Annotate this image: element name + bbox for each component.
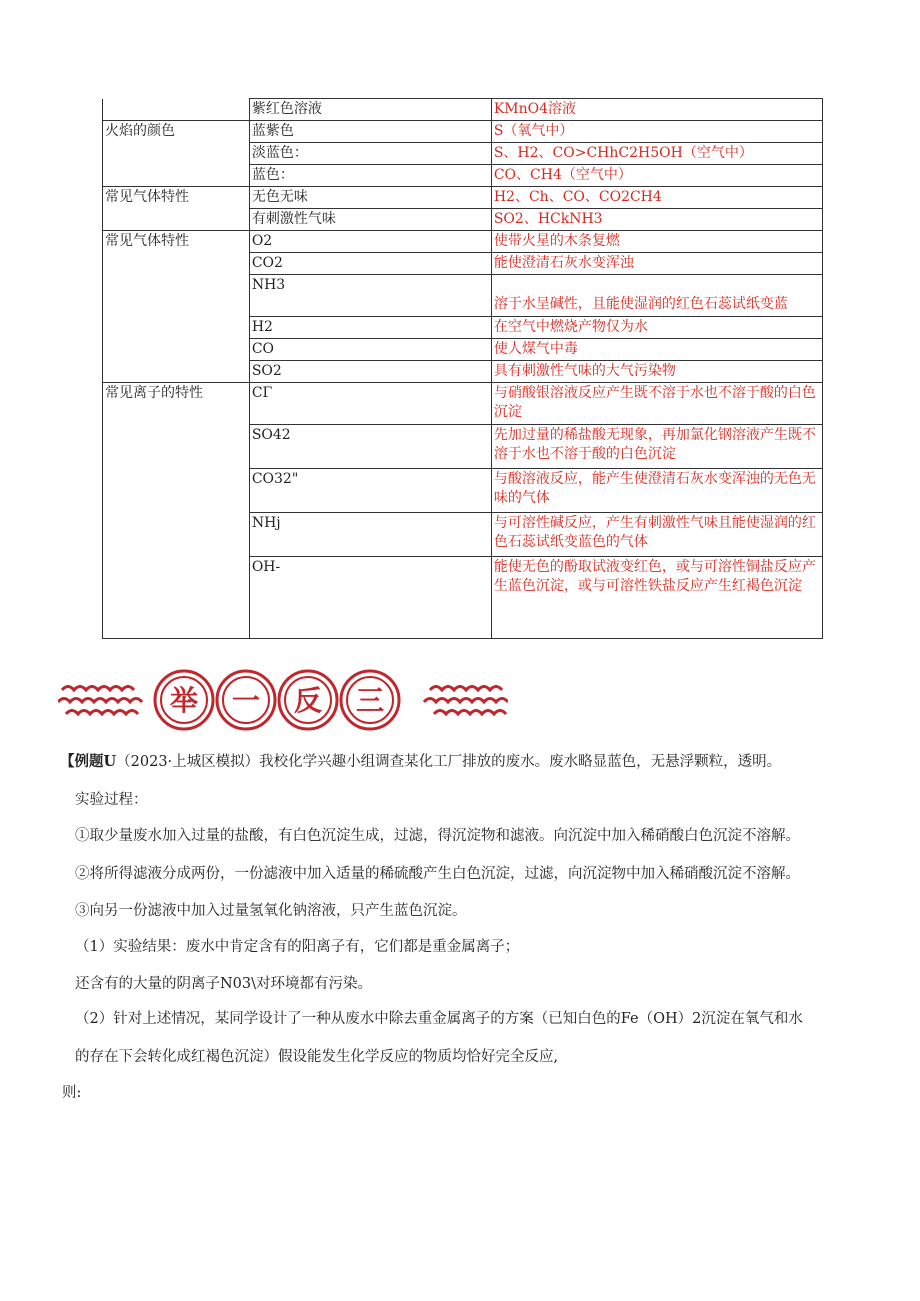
item-cell: CO <box>249 339 491 361</box>
table-row <box>103 317 823 339</box>
item-cell: H2 <box>249 317 491 339</box>
category-cell: 常见气体特性 <box>103 187 250 209</box>
wave-stroke <box>66 711 138 715</box>
property-cell: S、H2、CO>CHhC2H5OH（空气中） <box>491 143 822 165</box>
table-row <box>103 275 823 317</box>
table-row <box>103 231 823 253</box>
item-cell: 紫红色溶液 <box>249 99 491 121</box>
property-cell: S（氧气中） <box>491 121 822 143</box>
item-cell: 淡蓝色： <box>249 143 491 165</box>
property-cell: 溶于水呈碱性，且能使湿润的红色石蕊试纸变蓝 <box>491 275 822 317</box>
table-row <box>103 339 823 361</box>
category-cell <box>103 469 250 513</box>
property-cell: 使带火星的木条复燃 <box>491 231 822 253</box>
banner-char: 反 <box>293 684 323 717</box>
table-row <box>103 99 823 121</box>
wave-ornament-left <box>58 687 142 715</box>
table-row <box>103 253 823 275</box>
property-cell: 与酸溶液反应，能产生使澄清石灰水变浑浊的无色无味的气体 <box>491 469 822 513</box>
category-cell <box>103 339 250 361</box>
table-row <box>103 383 823 425</box>
example-line <box>60 752 781 772</box>
question-1: （1）实验结果：废水中肯定含有的阳离子有，它们都是重金属离子； <box>75 939 520 955</box>
question-3: 则: <box>62 1085 82 1101</box>
properties-table <box>102 98 823 639</box>
category-cell <box>103 275 250 317</box>
category-cell <box>103 143 250 165</box>
property-cell: 先加过量的稀盐酸无现象，再加氯化钢溶液产生既不溶于水也不溶于酸的白色沉淀 <box>491 425 822 469</box>
category-cell <box>103 317 250 339</box>
table-row <box>103 361 823 383</box>
item-cell: 无色无味 <box>249 187 491 209</box>
category-cell: 常见气体特性 <box>103 231 250 253</box>
table-row <box>103 557 823 639</box>
item-cell: 蓝色： <box>249 165 491 187</box>
property-cell: H2、Ch、CO、CO2CH4 <box>491 187 822 209</box>
item-cell: CΓ <box>249 383 491 425</box>
category-cell <box>103 425 250 469</box>
step-2: ②将所得滤液分成两份，一份滤液中加入适量的稀硫酸产生白色沉淀，过滤，向沉淀物中加入稀硝酸沉淀不溶解。 <box>75 866 800 882</box>
category-cell <box>103 361 250 383</box>
property-cell: 能使澄清石灰水变浑浊 <box>491 253 822 275</box>
item-cell: SO2 <box>249 361 491 383</box>
item-cell: NHj <box>249 513 491 557</box>
item-cell: SO42 <box>249 425 491 469</box>
process-heading: 实验过程： <box>75 792 148 808</box>
item-cell: CO32" <box>249 469 491 513</box>
question-2-cont: 的存在下会转化成红褐色沉淀）假设能发生化学反应的物质均恰好完全反应, <box>75 1049 559 1065</box>
banner-jyfs <box>58 668 508 732</box>
table-row <box>103 143 823 165</box>
item-cell: 有刺激性气味 <box>249 209 491 231</box>
banner-char: 一 <box>231 684 261 717</box>
item-cell: O2 <box>249 231 491 253</box>
category-cell <box>103 99 250 121</box>
item-cell: 蓝紫色 <box>249 121 491 143</box>
table-row <box>103 209 823 231</box>
category-cell <box>103 165 250 187</box>
wave-stroke <box>434 711 506 715</box>
table-row <box>103 513 823 557</box>
property-cell: 与可溶性碱反应，产生有刺激性气味且能使湿润的红色石蕊试纸变蓝色的气体 <box>491 513 822 557</box>
property-cell: 与硝酸银溶液反应产生既不溶于水也不溶于酸的白色沉淀 <box>491 383 822 425</box>
properties-table-body <box>103 99 823 639</box>
category-cell <box>103 513 250 557</box>
property-cell: 具有刺激性气味的大气污染物 <box>491 361 822 383</box>
category-cell <box>103 253 250 275</box>
table-row <box>103 165 823 187</box>
property-cell: CO、CH4（空气中） <box>491 165 822 187</box>
category-cell <box>103 557 250 639</box>
example-bracket: 【 <box>60 753 75 770</box>
question-2: （2）针对上述情况，某同学设计了一种从废水中除去重金属离子的方案（已知白色的Fe（OH）2沉淀在氧气和水 <box>75 1011 803 1027</box>
item-cell: NH3 <box>249 275 491 317</box>
wave-stroke <box>424 699 508 703</box>
step-1: ①取少量废水加入过量的盐酸，有白色沉淀生成，过滤，得沉淀物和滤液。向沉淀中加入稀硝酸白色沉淀不溶解。 <box>75 828 800 844</box>
wave-stroke <box>62 687 134 691</box>
wave-ornament-right <box>424 687 508 715</box>
property-cell: 在空气中燃烧产物仅为水 <box>491 317 822 339</box>
step-3: ③向另一份滤液中加入过量氢氧化钠溶液，只产生蓝色沉淀。 <box>75 903 467 919</box>
question-1-cont: 还含有的大量的阴离子N03\对环境都有污染。 <box>75 976 373 992</box>
property-cell: KMnO4溶液 <box>491 99 822 121</box>
item-cell: OH- <box>249 557 491 639</box>
banner-char: 三 <box>355 684 385 717</box>
banner-circles <box>155 671 399 729</box>
wave-stroke <box>58 699 142 703</box>
property-cell: SO2、HCkNH3 <box>491 209 822 231</box>
table-row <box>103 187 823 209</box>
property-cell: 使人煤气中毒 <box>491 339 822 361</box>
example-label: 例题U <box>74 753 117 770</box>
table-row <box>103 469 823 513</box>
category-cell: 火焰的颜色 <box>103 121 250 143</box>
item-cell: CO2 <box>249 253 491 275</box>
table-row <box>103 121 823 143</box>
category-cell <box>103 209 250 231</box>
table-row <box>103 425 823 469</box>
wave-stroke <box>430 687 502 691</box>
banner-char: 举 <box>169 684 199 717</box>
example-text: （2023·上城区模拟）我校化学兴趣小组调查某化工厂排放的废水。废水略显蓝色，无悬浮颗粒，透明。 <box>116 754 782 770</box>
category-cell: 常见离子的特性 <box>103 383 250 425</box>
property-cell: 能使无色的酚取试液变红色，或与可溶性铜盐反应产生蓝色沉淀，或与可溶性铁盐反应产生红褐色沉淀 <box>491 557 822 639</box>
